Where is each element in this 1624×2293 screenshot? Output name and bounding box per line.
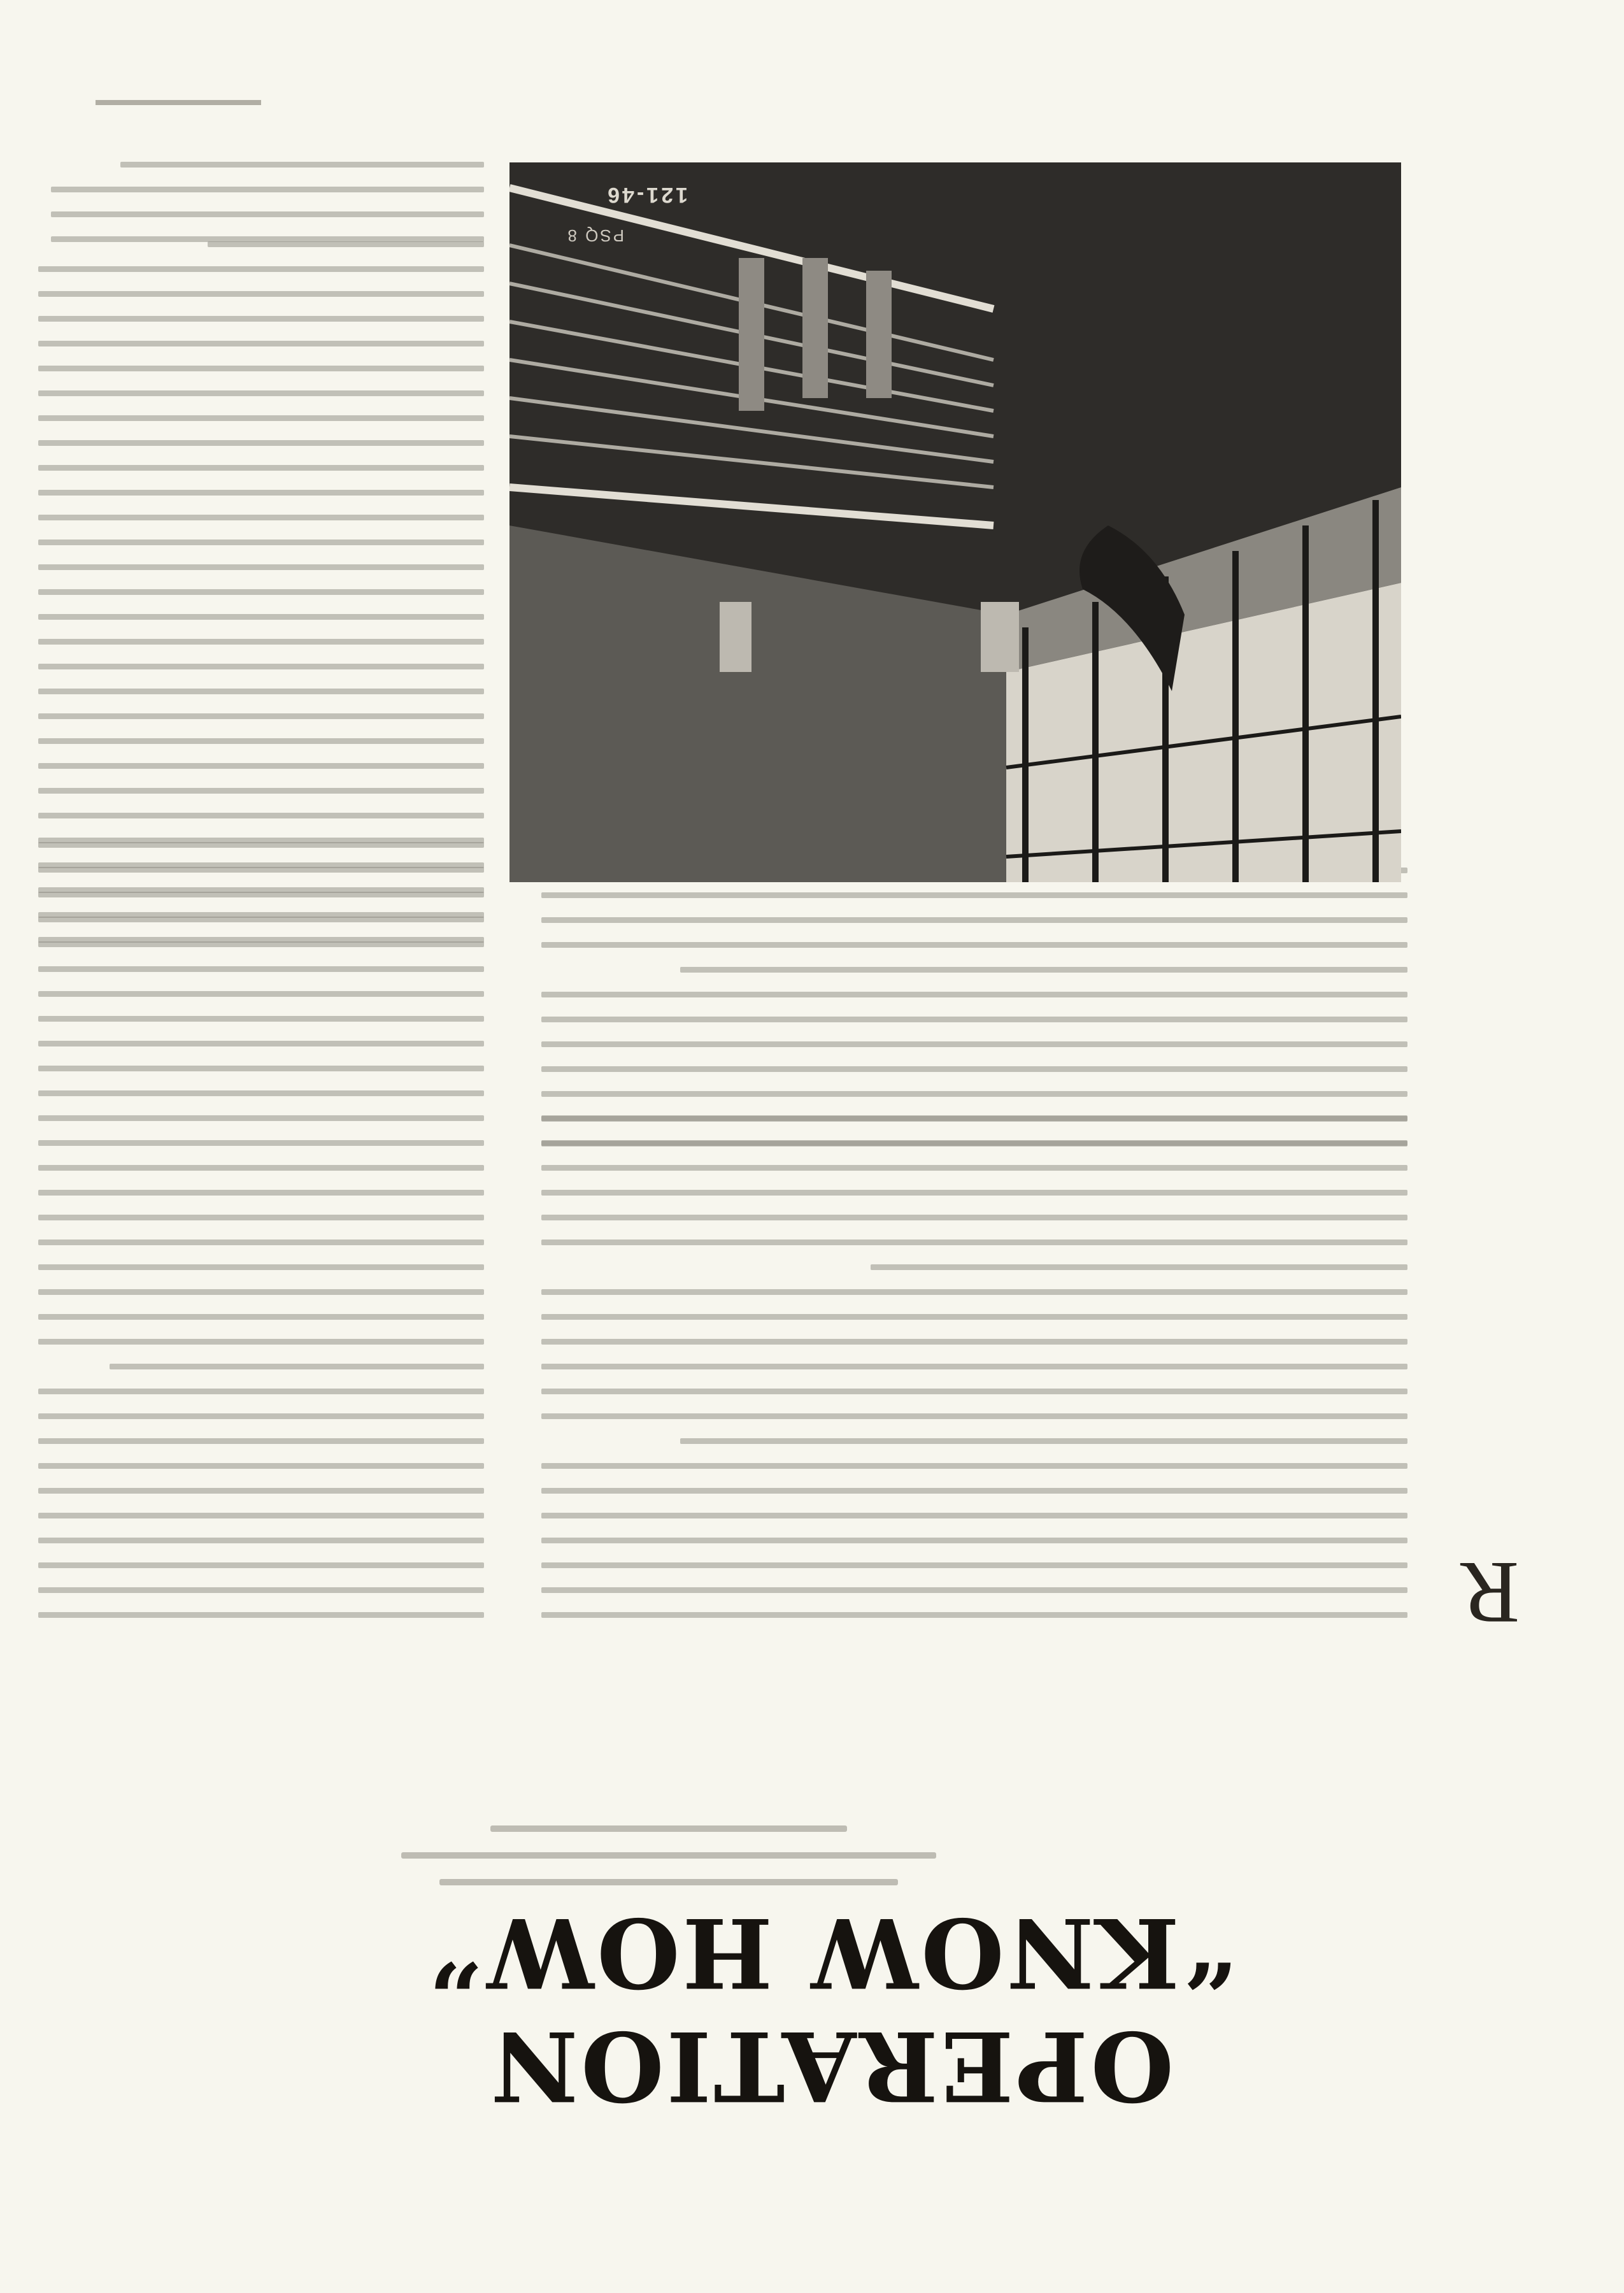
photo-label-secondary: PSQ 8 (566, 226, 624, 245)
headline-line-2: “KNOW HOW” (425, 1896, 1237, 2008)
byline-line (490, 1825, 847, 1832)
byline-line (439, 1879, 898, 1885)
photo-icon (509, 162, 1401, 882)
running-head (57, 100, 261, 105)
drop-cap: R (1460, 1543, 1520, 1642)
warehouse-photo (509, 162, 1401, 882)
body-column-left (541, 1096, 1407, 1618)
byline-line (401, 1852, 936, 1859)
body-column-right-top (51, 143, 484, 242)
photo-label-primary: 121-46 (605, 183, 688, 207)
body-column-right-upper (38, 222, 484, 943)
body-column-left-lower (541, 848, 1407, 1146)
byline-block (350, 1805, 987, 1885)
headline-line-1: OPERATION (488, 2010, 1174, 2122)
headline (242, 1896, 1420, 2122)
